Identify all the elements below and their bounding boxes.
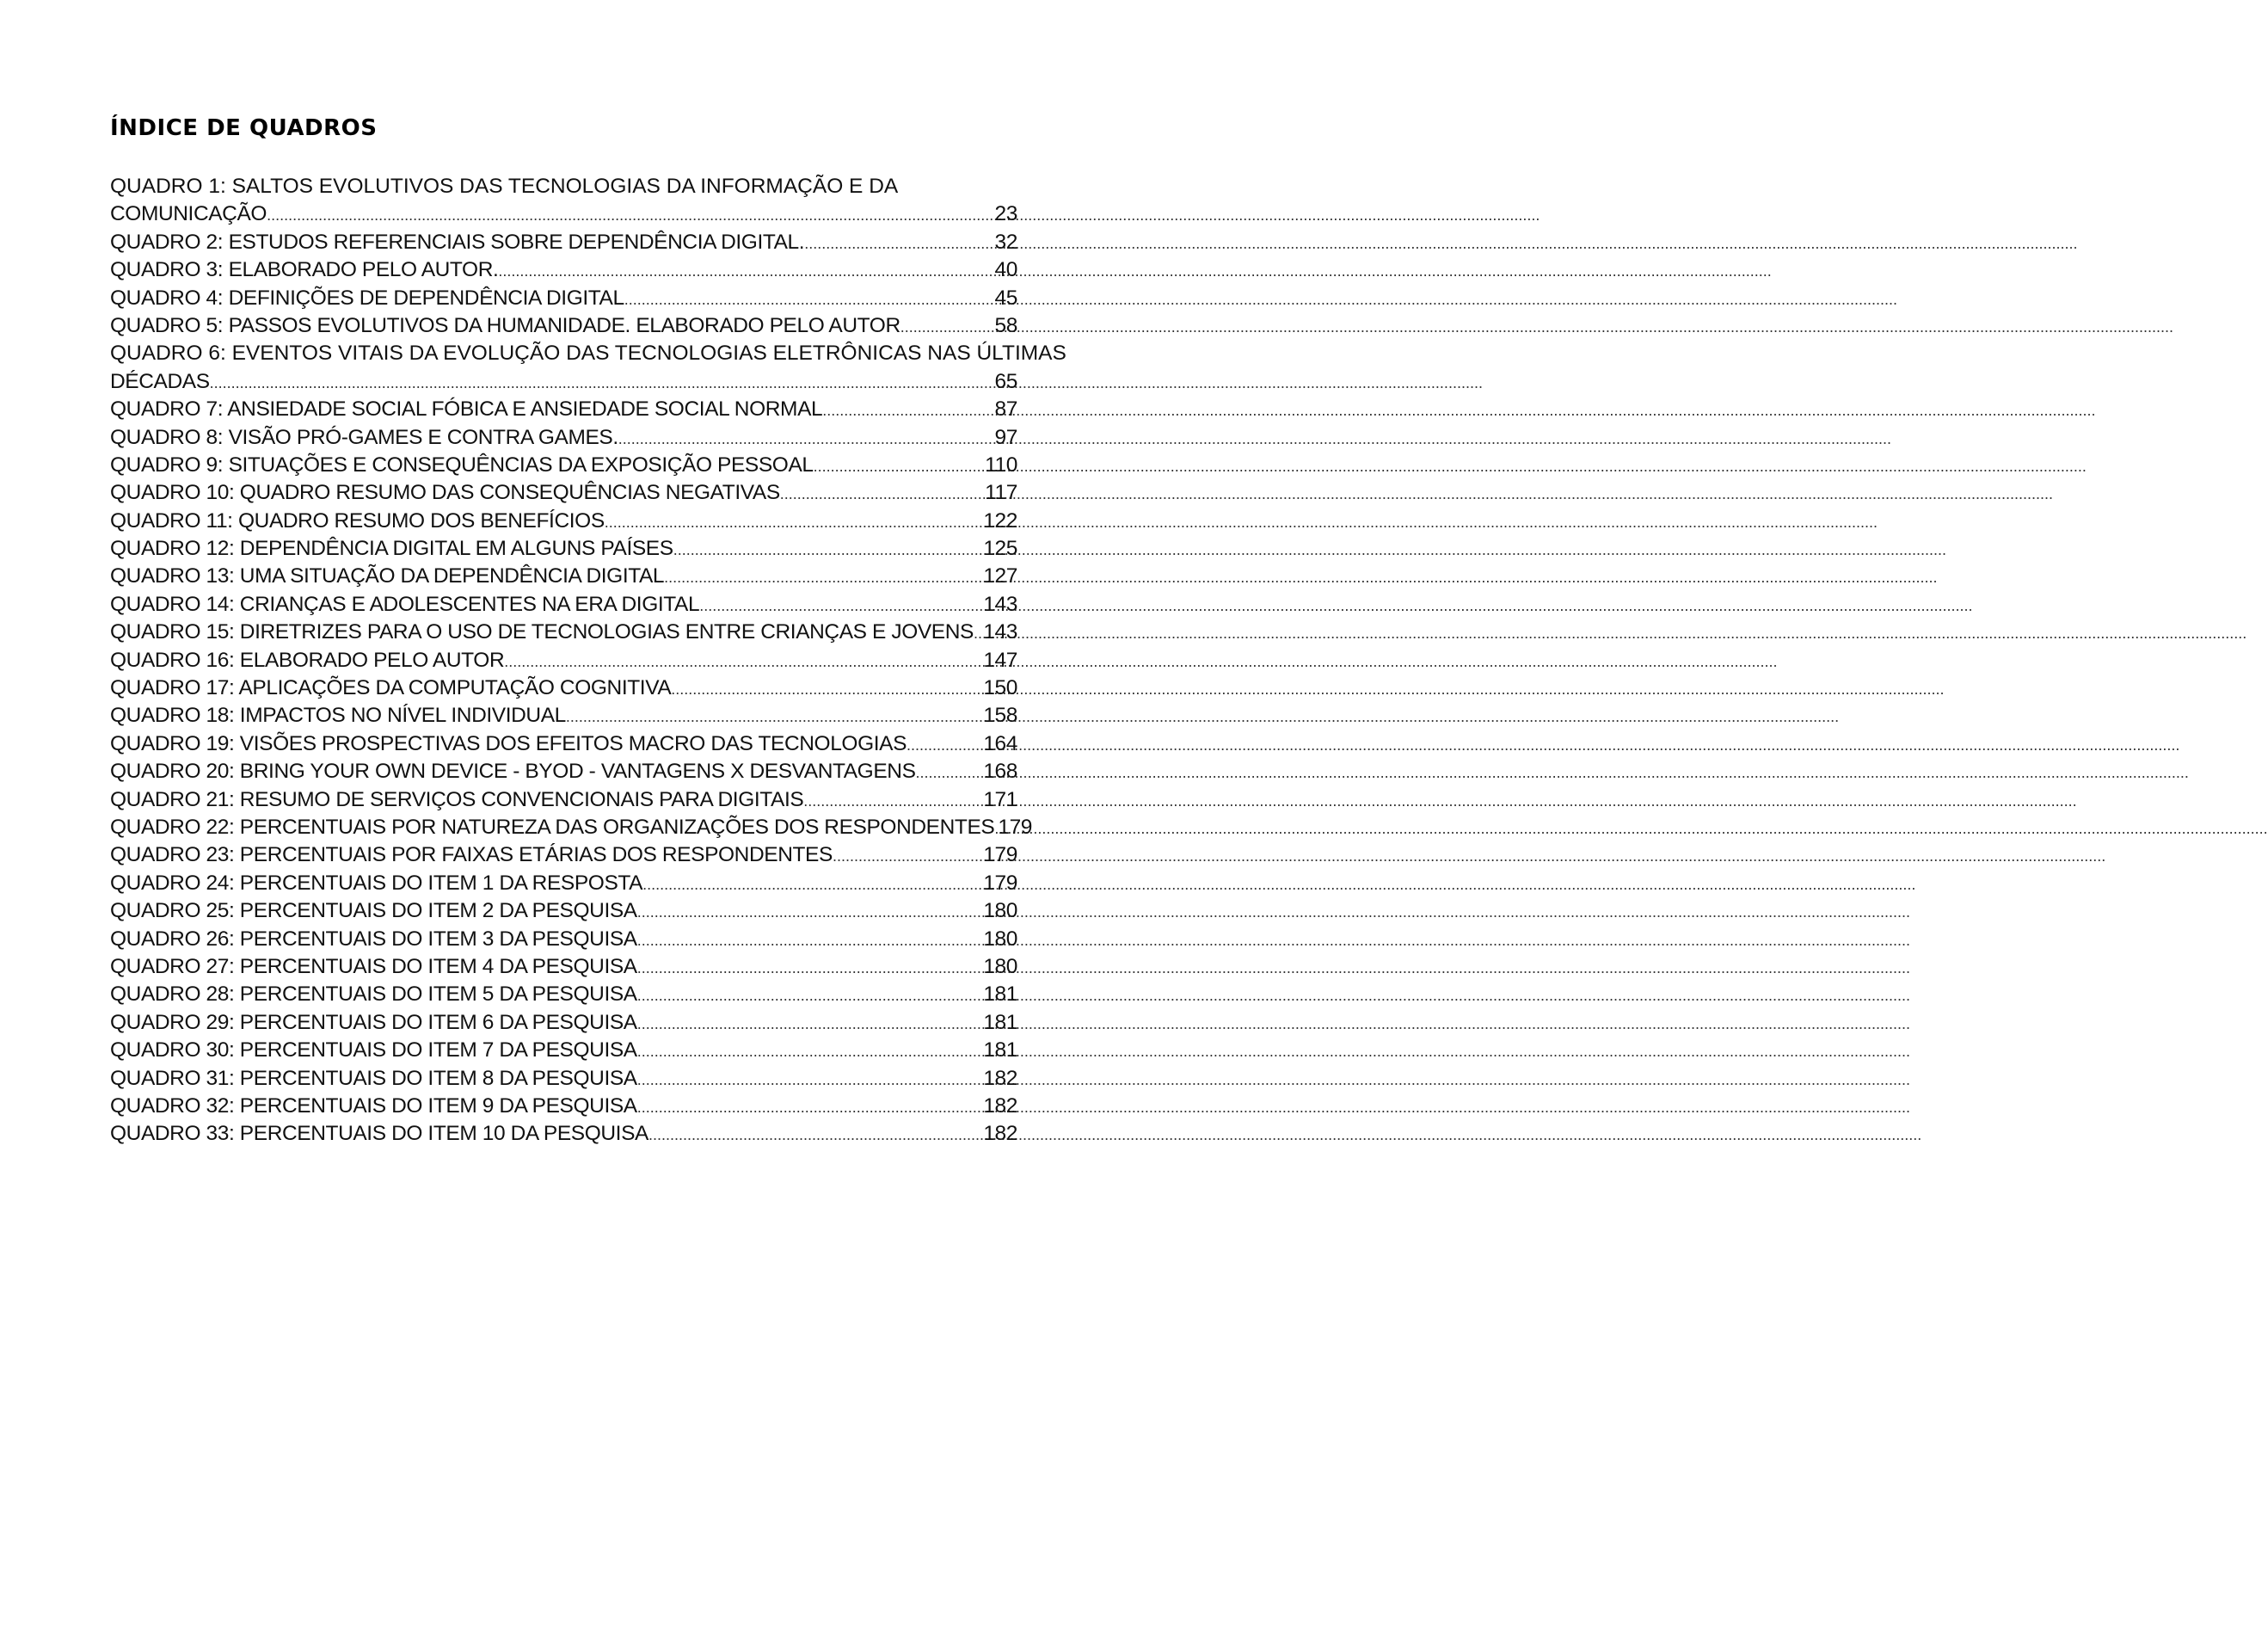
dot-leader	[637, 1010, 984, 1038]
toc-entry-page-number: 168	[983, 760, 1017, 784]
toc-entry[interactable]	[110, 229, 1017, 256]
dot-leader	[814, 453, 986, 480]
toc-entry[interactable]	[110, 926, 1017, 953]
toc-entry-title: QUADRO 20: BRING YOUR OWN DEVICE - BYOD - VANTAGENS X DESVANTAGENS	[110, 760, 916, 784]
toc-entry[interactable]	[110, 173, 1017, 229]
toc-entry-title: QUADRO 31: PERCENTUAIS DO ITEM 8 DA PESQUISA	[110, 1066, 637, 1090]
toc-entry-title: QUADRO 23: PERCENTUAIS POR FAIXAS ETÁRIAS DOS RESPONDENTES	[110, 843, 833, 867]
dot-leader	[900, 313, 995, 341]
toc-entry-line	[110, 674, 1017, 702]
toc-entry-line	[110, 535, 1017, 563]
toc-entry-page-number: 97	[994, 425, 1017, 449]
toc-entry-page-number: 40	[994, 258, 1017, 282]
toc-entry-line	[110, 285, 1017, 312]
toc-entry-line	[110, 1065, 1017, 1093]
toc-entry[interactable]	[110, 841, 1017, 869]
toc-entry-line	[110, 424, 1017, 452]
toc-entry-heading-line: QUADRO 6: EVENTOS VITAIS DA EVOLUÇÃO DAS TECNOLOGIAS ELETRÔNICAS NAS ÚLTIMAS	[110, 342, 1066, 366]
toc-entry-title: QUADRO 14: CRIANÇAS E ADOLESCENTES NA ERA DIGITAL	[110, 592, 700, 616]
toc-entry[interactable]	[110, 424, 1017, 452]
toc-entry-line	[110, 591, 1017, 619]
toc-entry-line	[110, 870, 1017, 897]
toc-entry-title: QUADRO 17: APLICAÇÕES DA COMPUTAÇÃO COGNITIVA	[110, 676, 672, 700]
dot-leader	[907, 731, 983, 759]
toc-entry[interactable]	[110, 1093, 1017, 1120]
toc-entry[interactable]	[110, 563, 1017, 590]
toc-entry-title: QUADRO 15: DIRETRIZES PARA O USO DE TECNOLOGIAS ENTRE CRIANÇAS E JOVENS	[110, 620, 974, 644]
toc-entry-line	[110, 563, 1017, 590]
toc-entry-page-number: 58	[994, 313, 1017, 337]
toc-entry-page-number: 182	[983, 1066, 1017, 1090]
dot-leader	[566, 703, 983, 730]
dot-leader	[605, 508, 984, 536]
toc-entry-page-number: 181	[983, 1010, 1017, 1034]
toc-entry[interactable]	[110, 340, 1066, 396]
toc-entry[interactable]	[110, 535, 1017, 563]
toc-entry-line	[110, 814, 1033, 841]
dot-leader	[833, 842, 983, 870]
toc-entry-title: QUADRO 25: PERCENTUAIS DO ITEM 2 DA PESQUISA	[110, 899, 637, 923]
toc-entry-page-number: 87	[994, 397, 1017, 422]
toc-entry-title: QUADRO 13: UMA SITUAÇÃO DA DEPENDÊNCIA DIGITAL	[110, 564, 665, 588]
dot-leader	[664, 564, 983, 591]
toc-entry[interactable]	[110, 396, 1017, 423]
toc-entry-page-number: 164	[983, 731, 1017, 755]
dot-leader	[637, 927, 984, 954]
toc-entry-page-number: 147	[983, 648, 1017, 672]
toc-entry-title: QUADRO 18: IMPACTOS NO NÍVEL INDIVIDUAL	[110, 704, 566, 728]
dot-leader	[637, 954, 984, 982]
toc-entry-line	[110, 312, 1017, 340]
dot-leader	[637, 1066, 984, 1093]
dot-leader	[637, 898, 984, 926]
toc-entry-line	[110, 841, 1017, 869]
toc-entry-title: QUADRO 12: DEPENDÊNCIA DIGITAL EM ALGUNS PAÍSES	[110, 537, 673, 561]
toc-entry-page-number: 45	[994, 286, 1017, 310]
toc-entry-page-number: 117	[985, 481, 1017, 505]
dot-leader	[673, 536, 984, 564]
toc-entry-page-number: 125	[983, 537, 1017, 561]
toc-entry-page-number: 179	[998, 815, 1033, 839]
toc-entry-title: QUADRO 10: QUADRO RESUMO DAS CONSEQUÊNCIAS NEGATIVAS	[110, 481, 780, 505]
toc-entry-line	[110, 368, 1017, 396]
toc-entry-page-number: 127	[983, 564, 1017, 588]
toc-entry-title: QUADRO 8: VISÃO PRÓ-GAMES E CONTRA GAMES.	[110, 425, 618, 449]
toc-entry-line	[110, 647, 1017, 674]
toc-entry-line	[110, 758, 1017, 785]
toc-entry-line	[110, 953, 1017, 981]
toc-entry[interactable]	[110, 256, 1017, 284]
toc-entry[interactable]	[110, 730, 1017, 758]
dot-leader	[210, 369, 995, 397]
toc-entry-page-number: 180	[983, 899, 1017, 923]
toc-entry-line	[110, 730, 1017, 758]
toc-entry-page-number: 182	[983, 1093, 1017, 1118]
toc-entry-title: QUADRO 7: ANSIEDADE SOCIAL FÓBICA E ANSIEDADE SOCIAL NORMAL	[110, 397, 823, 422]
toc-entry[interactable]	[110, 591, 1017, 619]
toc-entry-page-number: 122	[983, 508, 1017, 533]
toc-entry[interactable]	[110, 814, 1033, 841]
toc-entry-title: QUADRO 26: PERCENTUAIS DO ITEM 3 DA PESQUISA	[110, 927, 637, 951]
toc-entry[interactable]	[110, 508, 1017, 535]
toc-entry-title: QUADRO 16: ELABORADO PELO AUTOR	[110, 648, 505, 672]
toc-entry-page-number: 171	[983, 787, 1017, 811]
toc-entry[interactable]	[110, 479, 1017, 507]
toc-entry-title: QUADRO 30: PERCENTUAIS DO ITEM 7 DA PESQUISA	[110, 1038, 637, 1062]
dot-leader	[637, 1093, 984, 1121]
dot-leader	[267, 201, 994, 229]
toc-entry-line	[110, 786, 1017, 814]
toc-entry-page-number: 179	[983, 843, 1017, 867]
toc-entry-page-number: 23	[994, 202, 1017, 226]
toc-entry-line	[110, 508, 1017, 535]
toc-entry[interactable]	[110, 1120, 1017, 1148]
toc-entry-page-number: 181	[983, 982, 1017, 1007]
toc-entry-page-number: 143	[983, 592, 1017, 616]
dot-leader	[648, 1121, 983, 1149]
toc-entry-title: QUADRO 19: VISÕES PROSPECTIVAS DOS EFEITOS MACRO DAS TECNOLOGIAS	[110, 731, 907, 755]
dot-leader	[780, 480, 985, 508]
toc-entry[interactable]	[110, 452, 1017, 479]
toc-entry-line	[110, 1037, 1017, 1064]
toc-entry[interactable]	[110, 1065, 1017, 1093]
toc-entry[interactable]	[110, 702, 1017, 730]
toc-entry-line	[110, 229, 1017, 256]
toc-entry-page-number: 182	[983, 1122, 1017, 1146]
dot-leader	[624, 286, 995, 313]
dot-leader	[822, 397, 994, 424]
toc-entry-line	[110, 452, 1017, 479]
toc-entry-heading-line: QUADRO 1: SALTOS EVOLUTIVOS DAS TECNOLOGIAS DA INFORMAÇÃO E DA	[110, 175, 899, 198]
toc-entry[interactable]	[110, 1037, 1017, 1064]
dot-leader	[618, 425, 995, 453]
toc-entry-title: QUADRO 21: RESUMO DE SERVIÇOS CONVENCIONAIS PARA DIGITAIS	[110, 787, 804, 811]
toc-entry[interactable]	[110, 897, 1017, 925]
toc-entry[interactable]	[110, 786, 1017, 814]
toc-entry[interactable]	[110, 312, 1017, 340]
toc-entry-page-number: 179	[983, 871, 1017, 895]
dot-leader	[642, 871, 983, 898]
dot-leader	[803, 787, 983, 815]
toc-entry-page-number: 180	[983, 954, 1017, 978]
toc-entry[interactable]	[110, 285, 1017, 312]
toc-entry-title: QUADRO 9: SITUAÇÕES E CONSEQUÊNCIAS DA EXPOSIÇÃO PESSOAL	[110, 453, 814, 477]
toc-entry-line	[110, 200, 1017, 228]
toc-entry[interactable]	[110, 981, 1017, 1008]
toc-entry-line	[110, 926, 1017, 953]
toc-entry-title: QUADRO 28: PERCENTUAIS DO ITEM 5 DA PESQUISA	[110, 982, 637, 1007]
toc-entry-page-number: 158	[983, 704, 1017, 728]
toc-entry-title: QUADRO 11: QUADRO RESUMO DOS BENEFÍCIOS	[110, 508, 605, 533]
toc-entry[interactable]	[110, 1009, 1017, 1037]
toc-entry-line	[110, 619, 1017, 646]
toc-entry-page-number: 150	[983, 676, 1017, 700]
dot-leader	[699, 592, 983, 619]
dot-leader	[504, 648, 983, 675]
toc-entry-page-number: 181	[983, 1038, 1017, 1062]
toc-entry-title: QUADRO 2: ESTUDOS REFERENCIAIS SOBRE DEPENDÊNCIA DIGITAL.	[110, 230, 805, 254]
toc-entry-page-number: 65	[994, 369, 1017, 393]
toc-entry-title: QUADRO 33: PERCENTUAIS DO ITEM 10 DA PESQUISA	[110, 1122, 648, 1146]
dot-leader	[671, 675, 983, 703]
toc-entry-line	[110, 981, 1017, 1008]
toc-entry-line	[110, 1093, 1017, 1120]
toc-entry-line	[110, 1120, 1017, 1148]
toc-entry-title: DÉCADAS	[110, 369, 210, 393]
toc-entry-title: COMUNICAÇÃO	[110, 202, 267, 226]
toc-entry-page-number: 110	[985, 453, 1017, 477]
dot-leader	[916, 759, 984, 786]
toc-entry-title: QUADRO 29: PERCENTUAIS DO ITEM 6 DA PESQUISA	[110, 1010, 637, 1034]
toc-entry-page-number: 180	[983, 927, 1017, 951]
dot-leader	[637, 982, 984, 1009]
toc-entry-title: QUADRO 3: ELABORADO PELO AUTOR.	[110, 258, 499, 282]
toc-entry-line	[110, 396, 1017, 423]
toc-entry[interactable]	[110, 674, 1017, 702]
toc-entry[interactable]	[110, 758, 1017, 785]
toc-entry-line	[110, 479, 1017, 507]
toc-entry-line	[110, 897, 1017, 925]
toc-entry-title: QUADRO 5: PASSOS EVOLUTIVOS DA HUMANIDADE. ELABORADO PELO AUTOR	[110, 313, 900, 337]
page-title: ÍNDICE DE QUADROS	[110, 115, 378, 141]
toc-entry-title: QUADRO 27: PERCENTUAIS DO ITEM 4 DA PESQUISA	[110, 954, 637, 978]
toc-entry-line	[110, 256, 1017, 284]
toc-entry-title: QUADRO 4: DEFINIÇÕES DE DEPENDÊNCIA DIGITAL	[110, 286, 624, 310]
toc-entry[interactable]	[110, 953, 1017, 981]
dot-leader	[974, 619, 983, 647]
toc-entry-line	[110, 702, 1017, 730]
toc-entry-title: QUADRO 22: PERCENTUAIS POR NATUREZA DAS ORGANIZAÇÕES DOS RESPONDENTES	[110, 815, 995, 839]
dot-leader	[498, 257, 994, 285]
dot-leader	[804, 230, 994, 257]
toc-entry-title: QUADRO 32: PERCENTUAIS DO ITEM 9 DA PESQUISA	[110, 1093, 637, 1118]
toc-entry[interactable]	[110, 870, 1017, 897]
table-of-contents	[110, 173, 1066, 1149]
toc-entry[interactable]	[110, 619, 1017, 646]
toc-entry-page-number: 143	[983, 620, 1017, 644]
dot-leader	[637, 1038, 984, 1065]
toc-entry[interactable]	[110, 647, 1017, 674]
toc-entry-page-number: 32	[994, 230, 1017, 254]
toc-entry-line	[110, 1009, 1017, 1037]
toc-entry-title: QUADRO 24: PERCENTUAIS DO ITEM 1 DA RESPOSTA	[110, 871, 643, 895]
